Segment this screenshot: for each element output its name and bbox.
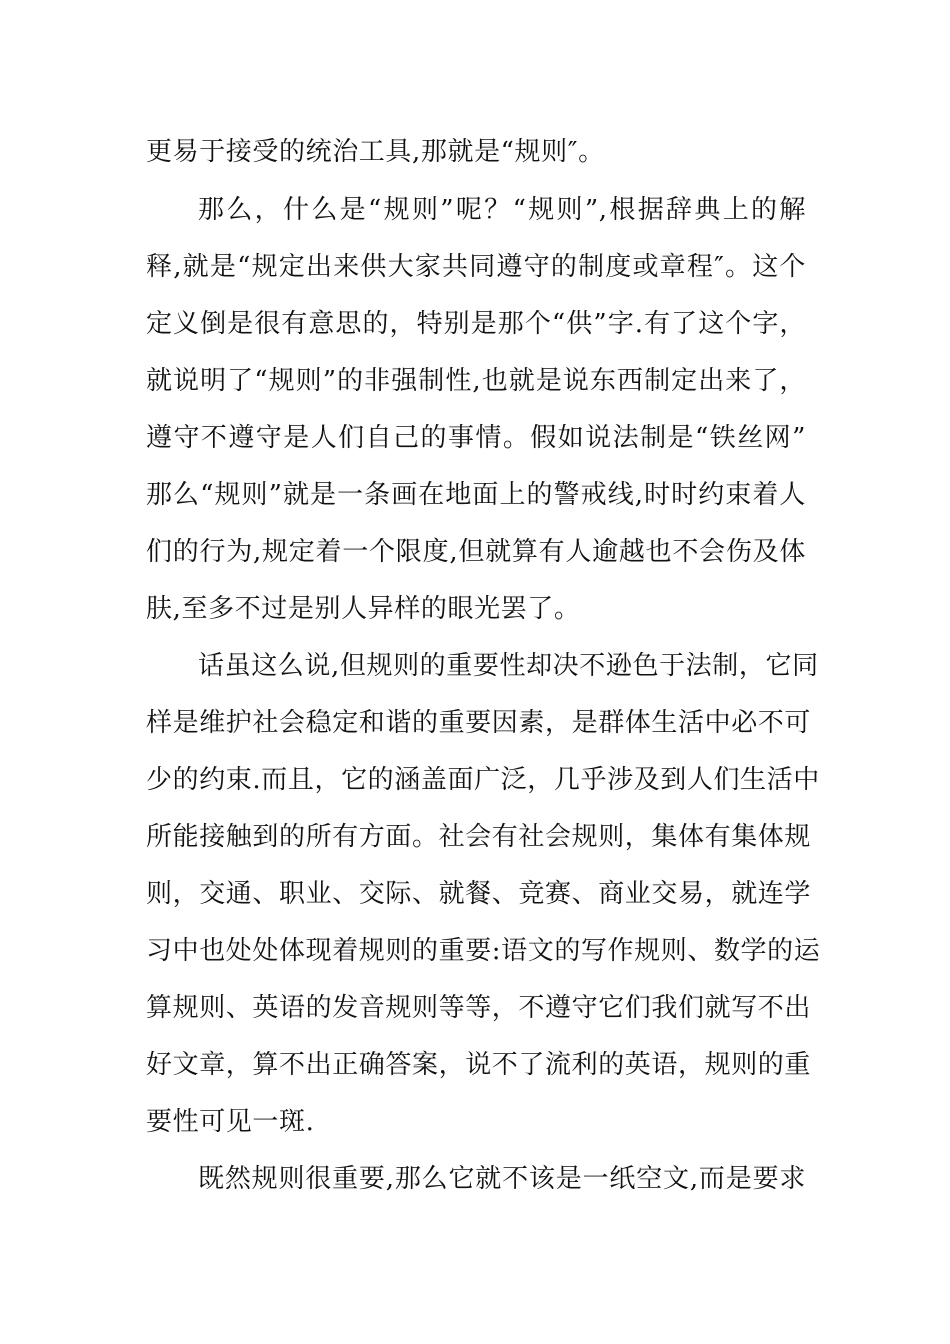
text-line: 少的约束.而且，它的涵盖面广泛，几乎涉及到人们生活中: [146, 765, 820, 795]
text-line: 肤,至多不过是别人异样的眼光罢了。: [146, 594, 581, 624]
text-line: 就说明了“规则”的非强制性,也就是说东西制定出来了，: [146, 366, 806, 396]
text-line: 则，交通、职业、交际、就餐、竞赛、商业交易，就连学: [146, 879, 812, 909]
text-line: 那么“规则”就是一条画在地面上的警戒线,时时约束着人: [146, 480, 806, 510]
text-line: 们的行为,规定着一个限度,但就算有人逾越也不会伤及体: [146, 537, 806, 567]
text-line: 样是维护社会稳定和谐的重要因素，是群体生活中必不可: [146, 708, 812, 738]
paragraph-first-line: 话虽这么说,但规则的重要性却决不逊色于法制，它同: [198, 651, 819, 681]
paragraph-first-line: 那么，什么是“规则”呢？“规则”,根据辞典上的解: [198, 195, 806, 225]
text-line: 习中也处处体现着规则的重要:语文的写作规则、数学的运: [146, 936, 821, 966]
text-line: 释,就是“规定出来供大家共同遵守的制度或章程″。这个: [146, 252, 806, 282]
paragraph-first-line: 既然规则很重要,那么它就不该是一纸空文,而是要求: [198, 1164, 806, 1194]
text-line: 好文章，算不出正确答案，说不了流利的英语，规则的重: [146, 1050, 812, 1080]
text-line: 定义倒是很有意思的，特别是那个“供”字.有了这个字，: [146, 309, 806, 339]
text-line: 更易于接受的统治工具,那就是“规则″。: [146, 137, 605, 167]
text-line: 所能接触到的所有方面。社会有社会规则，集体有集体规: [146, 822, 812, 852]
text-line: 算规则、英语的发音规则等等，不遵守它们我们就写不出: [146, 993, 812, 1023]
text-line: 遵守不遵守是人们自己的事情。假如说法制是“铁丝网”: [146, 423, 806, 453]
text-line: 要性可见一斑.: [146, 1107, 315, 1137]
